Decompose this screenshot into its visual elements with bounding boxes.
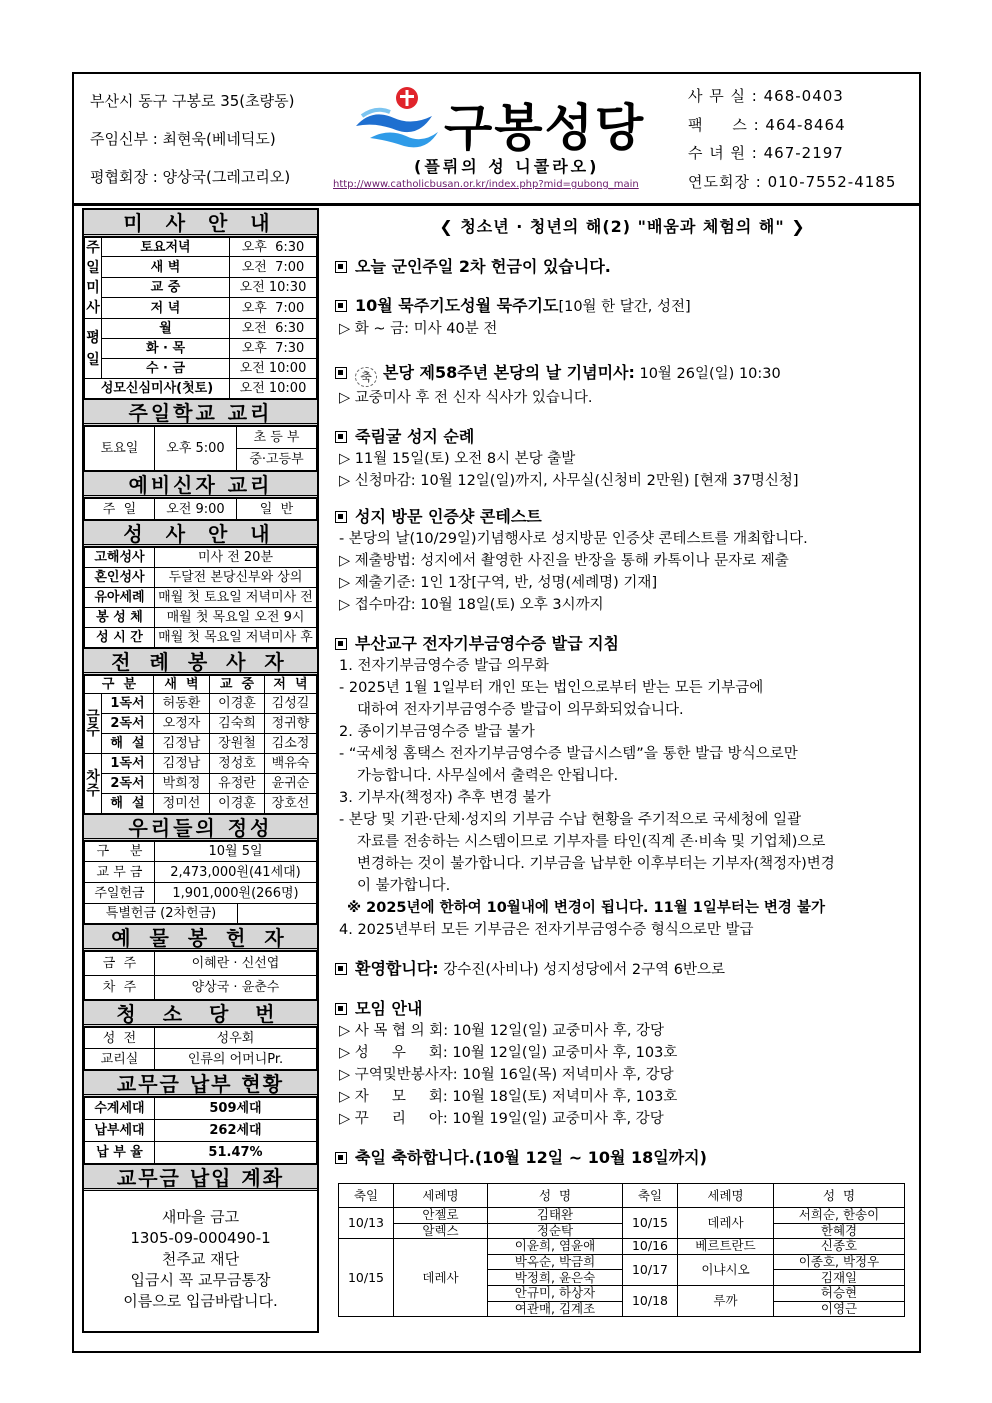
notice-second-collection: 오늘 군인주일 2차 헌금이 있습니다.: [335, 256, 910, 278]
contact-convent: 수 녀 원 : 467-2197: [688, 144, 844, 162]
notice-welcome: 환영합니다: 강수진(사비나) 성지성당에서 2구역 6반으로: [335, 958, 910, 981]
sacraments-table: 고해성사 미사 전 20분 혼인성사 두달전 본당신부와 상의 유아세례 매월 첫 토요일 저녁미사 전 봉 성 체 매월 첫 목요일 오전 9시 성 시 간 매월 첫 목요일 저녁미사 후: [84, 547, 317, 648]
dues-title: 교무금 납부 현황: [84, 1070, 317, 1097]
table-row: 새 벽 오전 7:00: [85, 257, 317, 278]
catechumen-table: 주 일 오전 9:00 일 반: [84, 498, 317, 520]
catechumen-title: 예비신자 교리: [84, 471, 317, 498]
square-bullet-icon: [335, 431, 347, 443]
square-bullet-icon: [335, 1152, 347, 1164]
table-row: 주일미사 토요저녁 오후 6:30: [85, 238, 317, 257]
cleaning-title: 청 소 당 번: [84, 1000, 317, 1027]
header-divider: [72, 203, 921, 206]
table-row: 평일 월 오전 6:30: [85, 319, 317, 339]
table-row: 박옥순, 박금희 10/17 이냐시오 이종호, 박정우: [339, 1254, 905, 1270]
left-sidebar: [82, 208, 319, 1333]
table-row: 10/13 안젤로 김태완 10/15 데레사 서희순, 한송이: [339, 1208, 905, 1224]
weekday-mass-label: 평일: [85, 319, 102, 379]
gifts-title: 예 물 봉 헌 자: [84, 924, 317, 951]
table-row: 안규미, 하상자 10/18 루까 허승현: [339, 1285, 905, 1301]
notice-anniversary-mass: 축 본당 제58주년 본당의 날 기념미사: 10월 26일(일) 10:30 ▷ 교중미사 후 전 신자 식사가 있습니다.: [335, 362, 910, 409]
account-title: 교무금 납입 계좌: [84, 1164, 317, 1191]
notice-rosary: 10월 묵주기도성월 묵주기도[10월 한 달간, 성전] ▷ 화 ~ 금: 미사 40분 전: [335, 295, 910, 340]
table-row: 박정희, 윤은숙 김재일: [339, 1270, 905, 1286]
square-bullet-icon: [335, 300, 347, 312]
notice-donation-receipt: 부산교구 전자기부금영수증 발급 지침 1. 전자기부금영수증 발급 의무화 - 2025년 1월 1일부터 개인 또는 법인으로부터 받는 모든 기부금에 대하여 전자기부금영수증 발급이 의무화되었습니다. 2. 종이기부금영수증 발급 불가 - “국세청 홈택스 전자기부금영수증 발급시스템”을 통한 발급 방식으로만 가능합니다. 사무실에서 출력은 안됩니다. 3. 기부자(책정자) 추후 변경 불가 - 본당 및 기관·단체·성지의 기부금 수납 현황을 주기적으로 국세청에 일괄 자료를 전송하는 시스템이므로 기부자를 타인(직계 존·비속 및 기업체)으로 변경하는 것이 불가합니다. 기부금을 납부한 이후부터는 기부자(책정자)변경 이 불가합니다. ※ 2025년에 한하여 10월내에 변경이 됩니다. 11월 1일부터는 변경 불가 4. 2025년부터 모든 기부금은 전자기부금영수증 형식으로만 발급: [335, 633, 910, 941]
church-subtitle: (플뤼의 성 니콜라오): [414, 157, 600, 176]
table-row: 교 중 오전 10:30: [85, 277, 317, 298]
church-address: 부산시 동구 구봉로 35(초량동): [90, 92, 295, 110]
church-logo-icon: [352, 86, 442, 152]
theme-banner: ❮ 청소년 · 청년의 해(2) "배움과 체험의 해" ❯: [439, 217, 806, 236]
square-bullet-icon: [335, 511, 347, 523]
square-bullet-icon: [335, 1003, 347, 1015]
servers-title: 전 례 봉 사 자: [84, 648, 317, 675]
account-info: 새마을 금고 1305-09-000490-1 천주교 재단 입금시 꼭 교무금통장 이름으로 입금바랍니다.: [84, 1191, 317, 1333]
liturgy-servers-table: 구 분 새 벽 교 중 저 녁 금주 1독서 허동환 이경훈 김성길 2독서 오정자 김숙희 정귀향 해 설 김정남 장원철 김소정 차주 1독서 김정남 정성호 백유숙 2독서 박희정 유정란 윤귀순 해 설 정미선 이경훈 장호선: [84, 675, 317, 814]
notice-meetings: 모임 안내 ▷ 사 목 협 의 회: 10월 12일(일) 교중미사 후, 강당 ▷ 성 우 회: 10월 12일(일) 교중미사 후, 103호 ▷ 구역및반봉사자: 10월 16일(목) 저녁미사 후, 강당 ▷ 자 모 회: 10월 18일(토) 저녁미사 후, 103호 ▷ 꾸 리 아: 10월 19일(일) 교중미사 후, 강당: [335, 998, 910, 1130]
table-row: 저 녁 오후 7:00: [85, 298, 317, 319]
dues-status-table: 수계세대 509세대 납부세대 262세대 납 부 율 51.47%: [84, 1097, 317, 1164]
table-row: 10/15 데레사 이윤희, 염윤애 10/16 베르트란드 신종호: [339, 1239, 905, 1255]
square-bullet-icon: [335, 638, 347, 650]
announcements: [335, 216, 910, 1169]
notice-feast-days: 축일 축하합니다.(10월 12일 ~ 10월 18일까지): [335, 1147, 910, 1169]
table-row: 여관매, 김계조 이영근: [339, 1301, 905, 1317]
notice-photo-contest: 성지 방문 인증샷 콘테스트 - 본당의 날(10/29일)기념행사로 성지방문 인증샷 콘테스트를 개최합니다. ▷ 제출방법: 성지에서 촬영한 사진을 반장을 통해 카톡이나 문자로 제출 ▷ 제출기준: 1인 1장[구역, 반, 성명(세례명) 기재] ▷ 접수마감: 10월 18일(토) 오후 3시까지: [335, 506, 910, 616]
feast-day-table: [338, 1183, 905, 1317]
pastor-name: 주임신부 : 최현욱(베네딕도): [90, 130, 276, 148]
mass-schedule-table: [84, 237, 317, 399]
sunday-mass-label: 주일미사: [85, 238, 102, 319]
table-row: 성모신심미사(첫토) 오전 10:00: [85, 379, 317, 399]
sacraments-title: 성 사 안 내: [84, 520, 317, 547]
square-bullet-icon: [335, 261, 347, 273]
contact-fax: 팩 스 : 464-8464: [688, 116, 846, 134]
contact-office: 사 무 실 : 468-0403: [688, 87, 844, 105]
council-president: 평협회장 : 양상국(그레고리오): [90, 168, 291, 186]
offering-title: 우리들의 정성: [84, 814, 317, 841]
notice-pilgrimage: 죽림굴 성지 순례 ▷ 11월 15일(토) 오전 8시 본당 출발 ▷ 신청마감: 10월 12일(일)까지, 사무실(신청비 2만원) [현재 37명신청]: [335, 426, 910, 492]
celebration-emblem-icon: 축: [355, 367, 377, 387]
sunday-school-title: 주일학교 교리: [84, 399, 317, 426]
sunday-school-table: 토요일 오후 5:00 초 등 부 중·고등부: [84, 426, 317, 471]
church-title: 구봉성당: [444, 99, 646, 157]
church-website-link[interactable]: http://www.catholicbusan.or.kr/index.php?mid=gubong_main: [333, 179, 639, 190]
mass-title: 미 사 안 내: [84, 210, 317, 237]
cleaning-duty-table: 성 전 성우회 교리실 인류의 어머니Pr.: [84, 1027, 317, 1070]
square-bullet-icon: [335, 963, 347, 975]
contact-funeral-leader: 연도회장 : 010-7552-4185: [688, 173, 897, 191]
table-row: 수 · 금 오전 10:00: [85, 359, 317, 379]
table-row: 화 · 목 오후 7:30: [85, 339, 317, 359]
table-row: 알렉스 정순탁 한혜경: [339, 1223, 905, 1239]
table-header-row: 축일 세례명 성 명 축일 세례명 성 명: [339, 1184, 905, 1208]
offering-table: 구 분 10월 5일 교 무 금 2,473,000원(41세대) 주일헌금 1,901,000원(266명) 특별헌금 (2차헌금): [84, 841, 317, 924]
gift-offerers-table: 금 주 이혜란 · 신선엽 차 주 양상국 · 윤춘수: [84, 951, 317, 1000]
square-bullet-icon: [335, 367, 347, 379]
